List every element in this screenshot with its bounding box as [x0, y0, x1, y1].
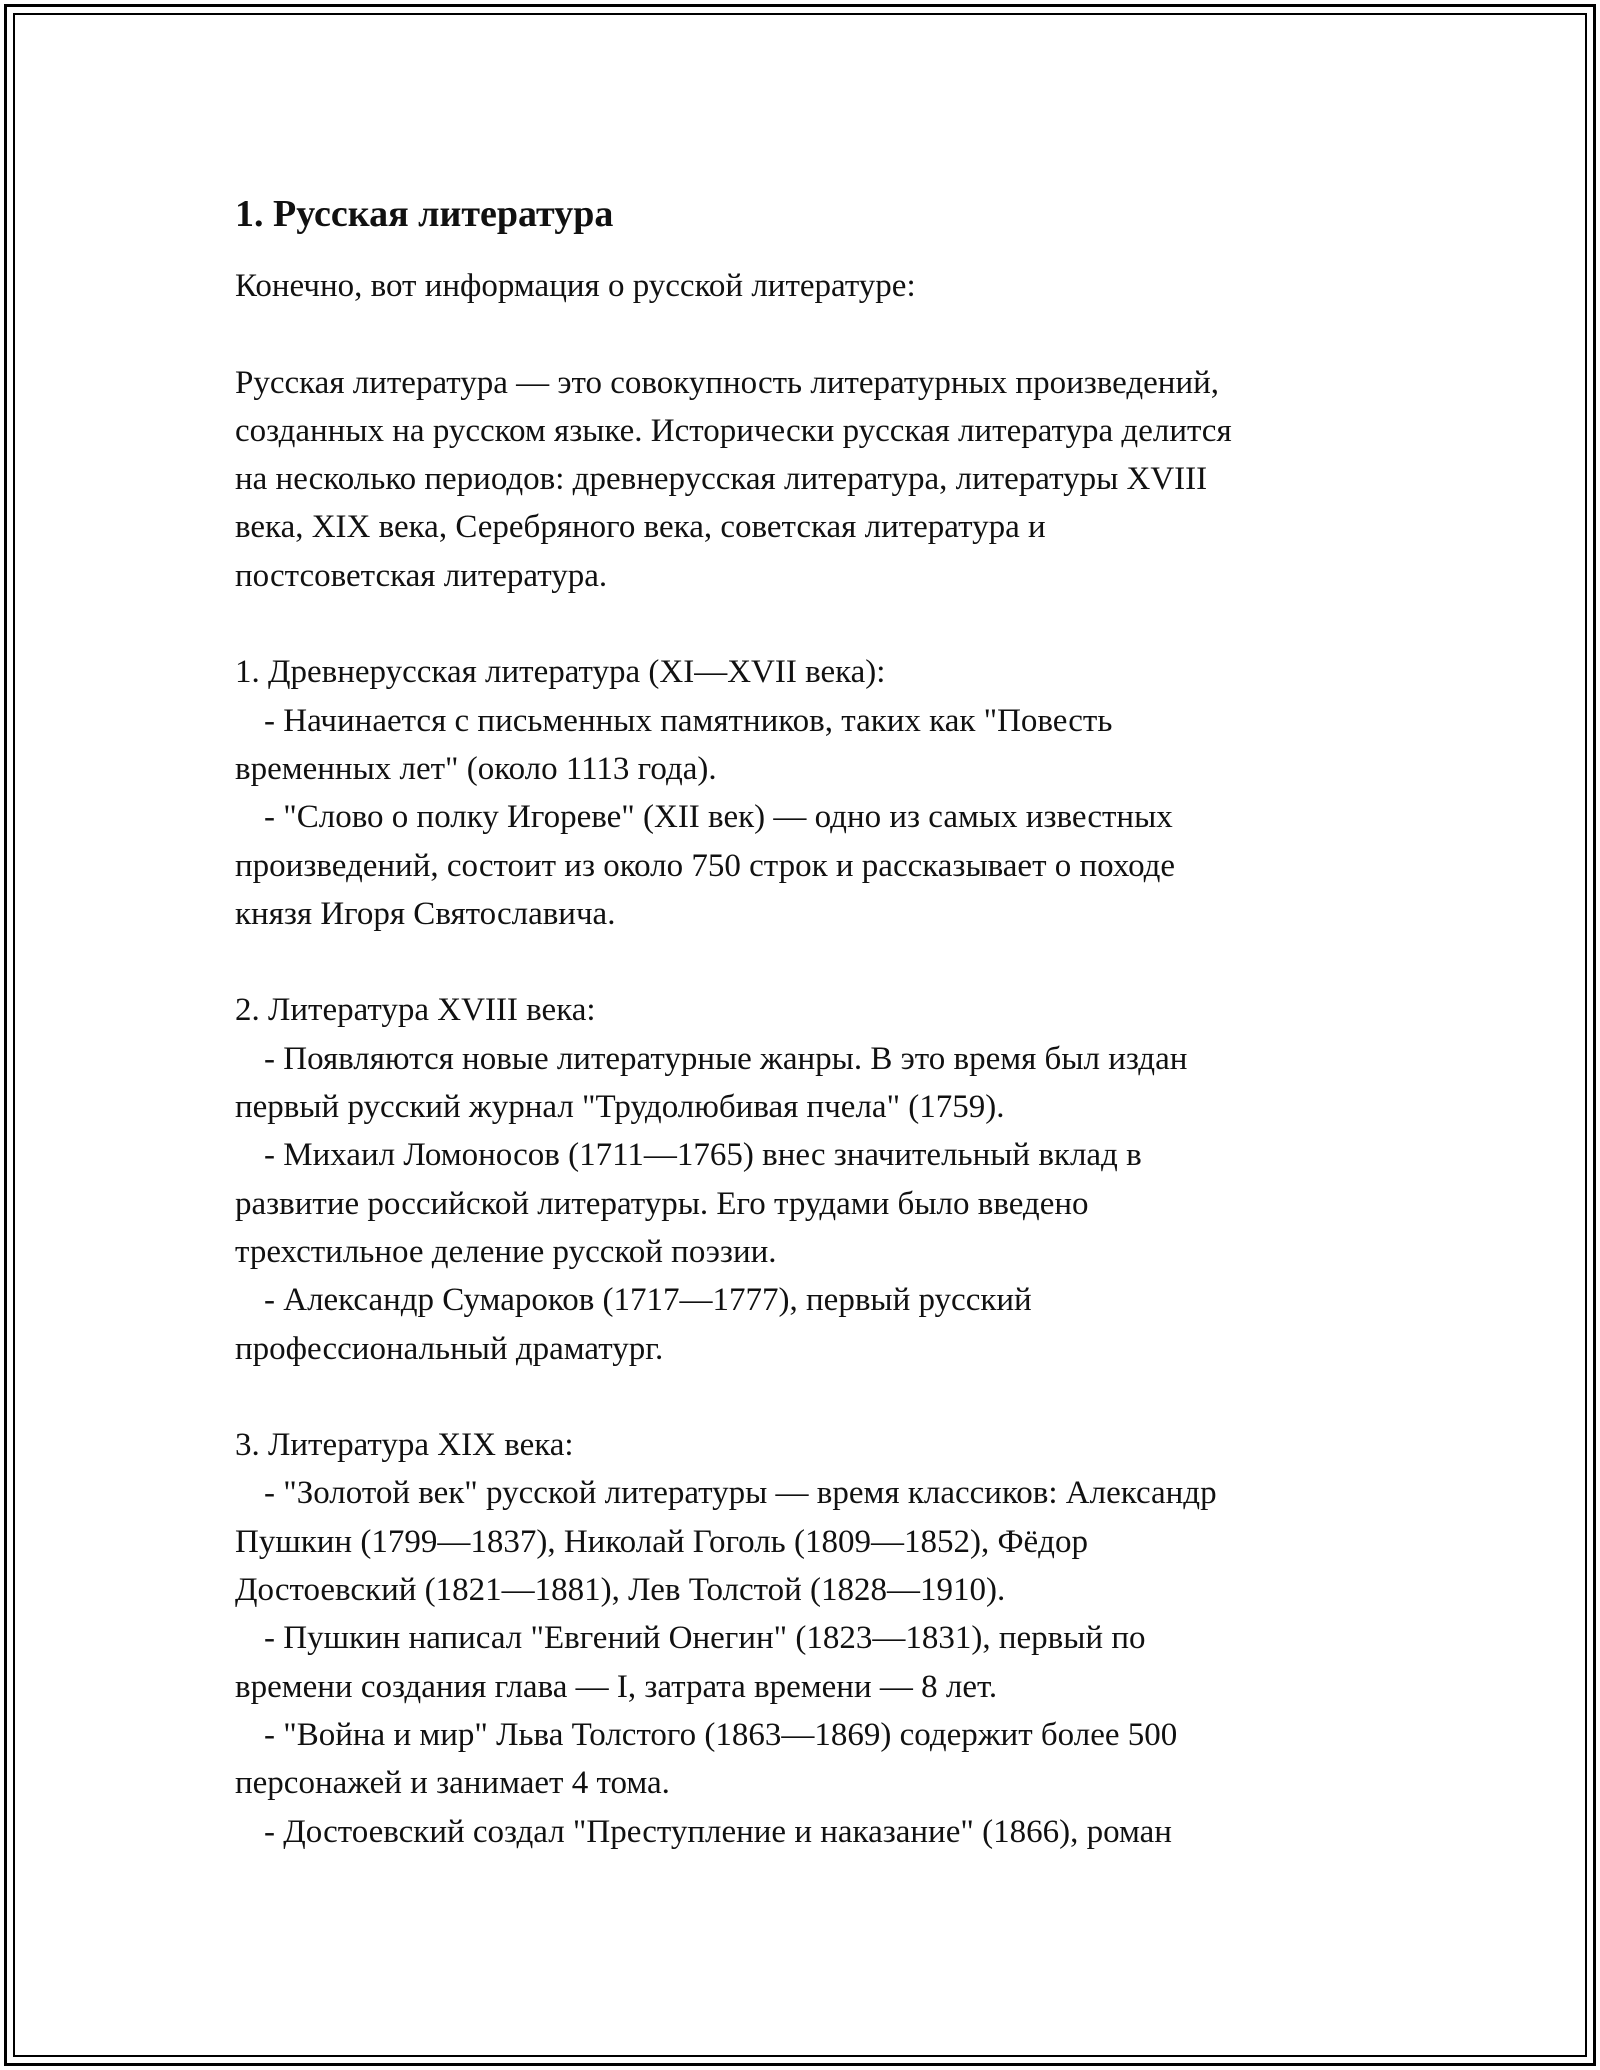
bullet-line	[235, 1035, 1365, 1083]
bullet-line	[235, 793, 1365, 841]
blank-line	[235, 938, 1365, 986]
bullet-continuation: князя Игоря Святославича.	[235, 895, 616, 932]
bullet-line	[235, 1131, 1365, 1179]
bullet-continuation: профессиональный драматург.	[235, 1330, 664, 1367]
blank-line	[235, 600, 1365, 648]
bullet-text: - Александр Сумароков (1717—1777), первый русский	[264, 1282, 1032, 1319]
bullet-line	[235, 1614, 1365, 1662]
bullet-line	[235, 697, 1365, 745]
bullet-text: - "Война и мир" Льва Толстого (1863—1869) содержит более 500	[264, 1716, 1178, 1753]
bullet-continuation: произведений, состоит из около 750 строк и рассказывает о походе	[235, 847, 1176, 884]
bullet-continuation: первый русский журнал "Трудолюбивая пчела" (1759).	[235, 1089, 1005, 1126]
bullet-continuation: трехстильное деление русской поэзии.	[235, 1233, 777, 1270]
overview-line: на несколько периодов: древнерусская литература, литературы XVIII	[235, 461, 1208, 498]
overview-line: постсоветская литература.	[235, 557, 608, 594]
bullet-text: - Появляются новые литературные жанры. В это время был издан	[264, 1040, 1188, 1077]
bullet-text: - Михаил Ломоносов (1711—1765) внес значительный вклад в	[264, 1137, 1142, 1174]
document-body	[235, 180, 1365, 1856]
bullet-text: - Достоевский создал "Преступление и наказание" (1866), роман	[264, 1813, 1172, 1850]
period-title: 3. Литература XIX века:	[235, 1427, 574, 1464]
intro-line: Конечно, вот информация о русской литературе:	[235, 268, 916, 304]
period-title: 1. Древнерусская литература (XI—XVII века):	[235, 654, 886, 691]
bullet-text: - "Слово о полку Игореве" (XII век) — одно из самых известных	[264, 799, 1173, 836]
overview-line: века, XIX века, Серебряного века, советская литература и	[235, 509, 1046, 546]
bullet-continuation: Достоевский (1821—1881), Лев Толстой (1828—1910).	[235, 1572, 1006, 1609]
bullet-continuation: времени создания глава — I, затрата времени — 8 лет.	[235, 1668, 998, 1705]
bullet-text: - Пушкин написал "Евгений Онегин" (1823—1831), первый по	[264, 1620, 1146, 1657]
bullet-line	[235, 1808, 1365, 1856]
bullet-continuation: развитие российской литературы. Его трудами было введено	[235, 1185, 1089, 1222]
overview-line: Русская литература — это совокупность литературных произведений,	[235, 364, 1220, 401]
section-heading: 1. Русская литература	[235, 193, 614, 235]
bullet-continuation: персонажей и занимает 4 тома.	[235, 1765, 670, 1802]
bullet-line	[235, 1469, 1365, 1517]
bullet-text: - "Золотой век" русской литературы — время классиков: Александр	[264, 1475, 1217, 1512]
blank-line	[235, 310, 1365, 358]
bullet-line	[235, 1276, 1365, 1324]
bullet-continuation: Пушкин (1799—1837), Николай Гоголь (1809—1852), Фёдор	[235, 1523, 1088, 1560]
bullet-text: - Начинается с письменных памятников, таких как "Повесть	[264, 702, 1113, 739]
blank-line	[235, 1373, 1365, 1421]
bullet-continuation: временных лет" (около 1113 года).	[235, 750, 717, 787]
period-title: 2. Литература XVIII века:	[235, 992, 596, 1029]
overview-line: созданных на русском языке. Исторически русская литература делится	[235, 412, 1232, 449]
bullet-line	[235, 1711, 1365, 1759]
